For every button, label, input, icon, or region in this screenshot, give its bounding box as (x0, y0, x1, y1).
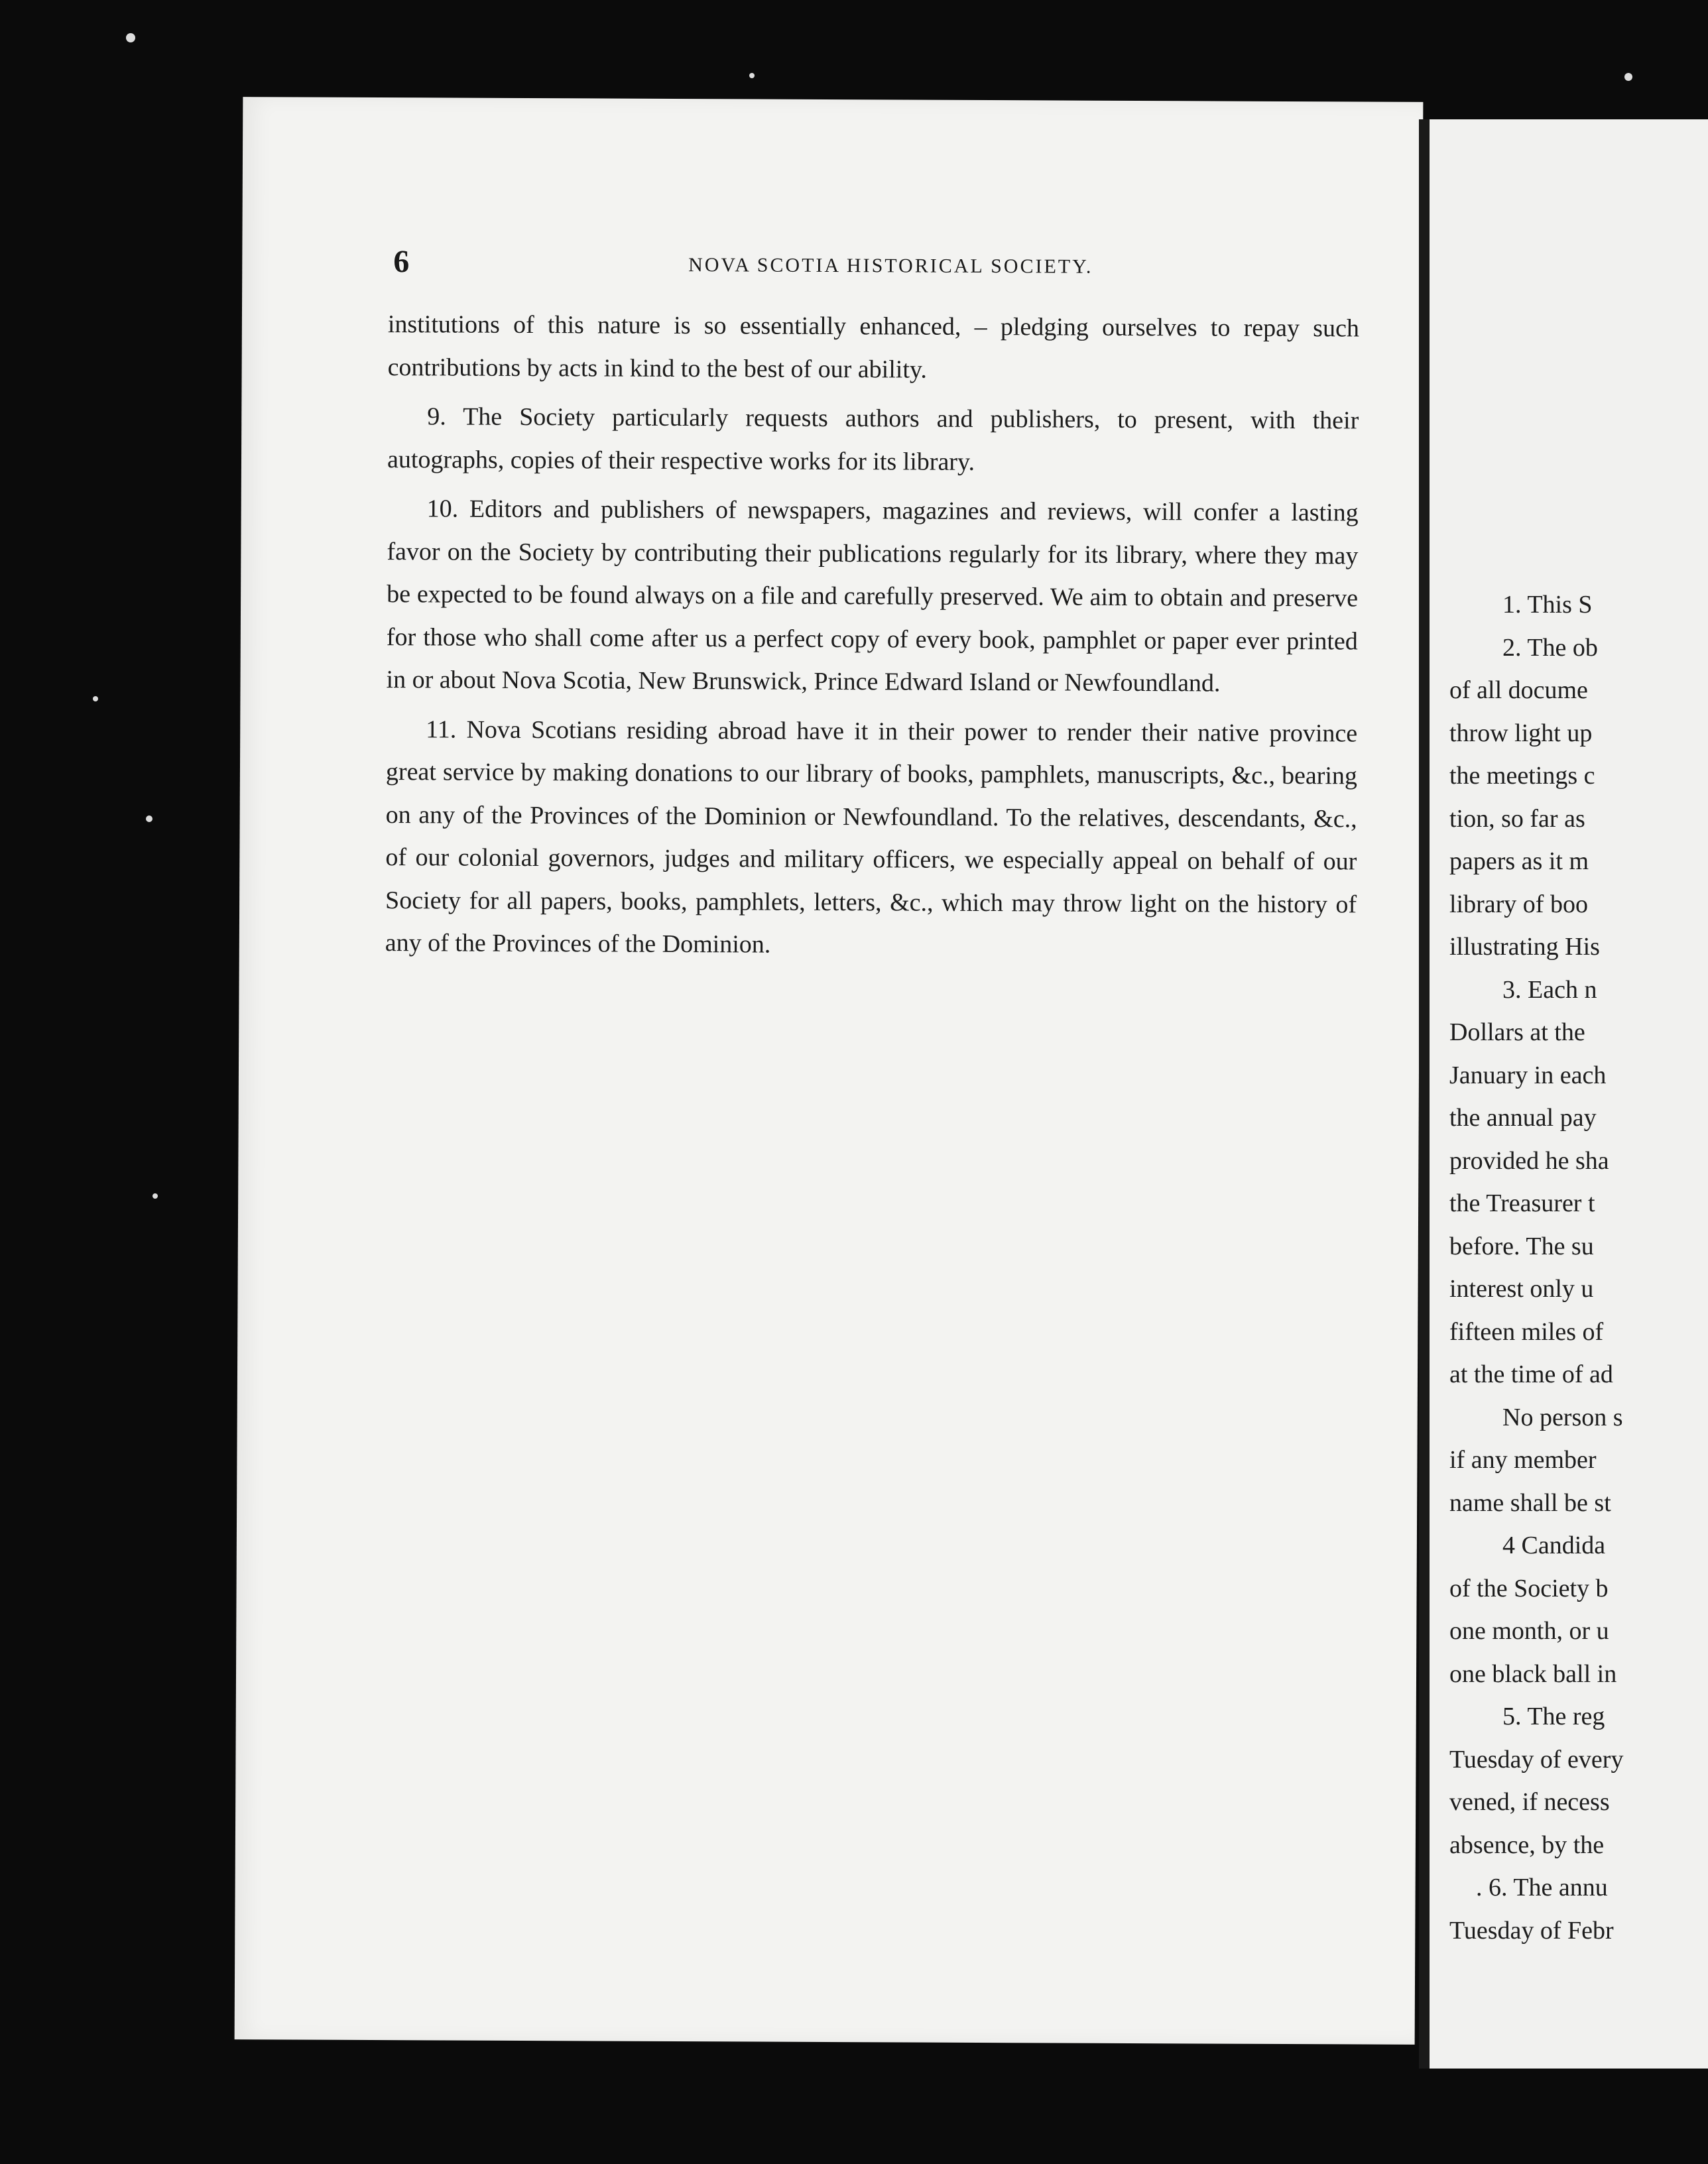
right-line: the Treasurer t (1449, 1189, 1595, 1217)
right-line: absence, by the (1449, 1831, 1605, 1859)
right-line: one black ball in (1449, 1659, 1617, 1688)
right-line: library of boo (1449, 890, 1588, 918)
dust-speck (146, 815, 152, 822)
dust-speck (749, 73, 755, 78)
right-line: provided he sha (1449, 1146, 1609, 1175)
dust-speck (93, 696, 98, 701)
right-line: interest only u (1449, 1275, 1594, 1303)
left-page (235, 97, 1424, 2045)
right-line: 1. This S (1502, 591, 1593, 619)
right-line: 5. The reg (1502, 1703, 1605, 1730)
right-page-fragment (1419, 119, 1708, 2069)
right-line: Dollars at the (1449, 1018, 1585, 1046)
right-page-lines (1449, 583, 1708, 1952)
paragraph-continuation: institutions of this nature is so essentially enhanced, – pledging ourselves to repay such contributions by acts in kind to the best of our ability. (387, 310, 1359, 384)
right-line: 3. Each n (1502, 975, 1597, 1004)
right-line: January in each (1449, 1061, 1607, 1089)
paragraph-11: 11. Nova Scotians residing abroad have it in their power to render their native province great service by making donations to our library of books, pamphlets, manuscripts, &c., bearing on any of the Provinces of the Dominion or Newfoundland. To the relatives, descendants, &c., of our colonial governors, judges and military officers, we especially appeal on behalf of our Society for all papers, books, pamphlets, letters, &c., which may throw light on the history of any of the Provinces of the Dominion. (385, 715, 1358, 959)
right-line: papers as it m (1449, 847, 1589, 875)
running-head: NOVA SCOTIA HISTORICAL SOCIETY. (688, 254, 1093, 278)
right-line: before. The su (1449, 1232, 1594, 1260)
right-line: . 6. The annu (1476, 1874, 1608, 1901)
right-line: one month, or u (1449, 1617, 1609, 1645)
right-line: illustrating His (1449, 933, 1600, 961)
right-line: of the Society b (1449, 1574, 1609, 1602)
right-line: throw light up (1449, 719, 1593, 747)
right-line: tion, so far as (1449, 804, 1585, 833)
right-line: name shall be st (1449, 1488, 1611, 1517)
right-line: the meetings c (1449, 762, 1595, 790)
page-number: 6 (393, 244, 410, 280)
right-line: No person s (1502, 1403, 1623, 1431)
right-line: the annual pay (1449, 1104, 1597, 1132)
dust-speck (126, 33, 135, 42)
right-line: at the time of ad (1449, 1360, 1613, 1388)
right-line: of all docume (1449, 676, 1588, 704)
page-header (393, 243, 1348, 287)
paragraph-10: 10. Editors and publishers of newspapers, magazines and reviews, will confer a lasting favor on the Society by contributing their publications regularly for its library, where they may be expected to be found always on a file and carefully preserved. We aim to obtain and preserve for those who shall come after us a perfect copy of every book, pamphlet or paper ever printed in or about Nova Scotia, New Brunswick, Prince Edward Island or Newfoundland. (386, 495, 1359, 697)
right-line: 2. The ob (1502, 633, 1598, 662)
paragraph-9: 9. The Society particularly requests authors and publishers, to present, with their autographs, copies of their respective works for its library. (387, 402, 1359, 476)
right-line: 4 Candida (1502, 1532, 1606, 1559)
right-line: fifteen miles of (1449, 1317, 1604, 1346)
right-line: vened, if necess (1449, 1788, 1610, 1816)
dust-speck (1624, 73, 1632, 81)
right-line: Tuesday of Febr (1449, 1916, 1614, 1945)
right-line: Tuesday of every (1449, 1745, 1624, 1773)
body-text (385, 303, 1359, 975)
right-line: if any member (1449, 1446, 1597, 1474)
dust-speck (152, 1193, 158, 1199)
